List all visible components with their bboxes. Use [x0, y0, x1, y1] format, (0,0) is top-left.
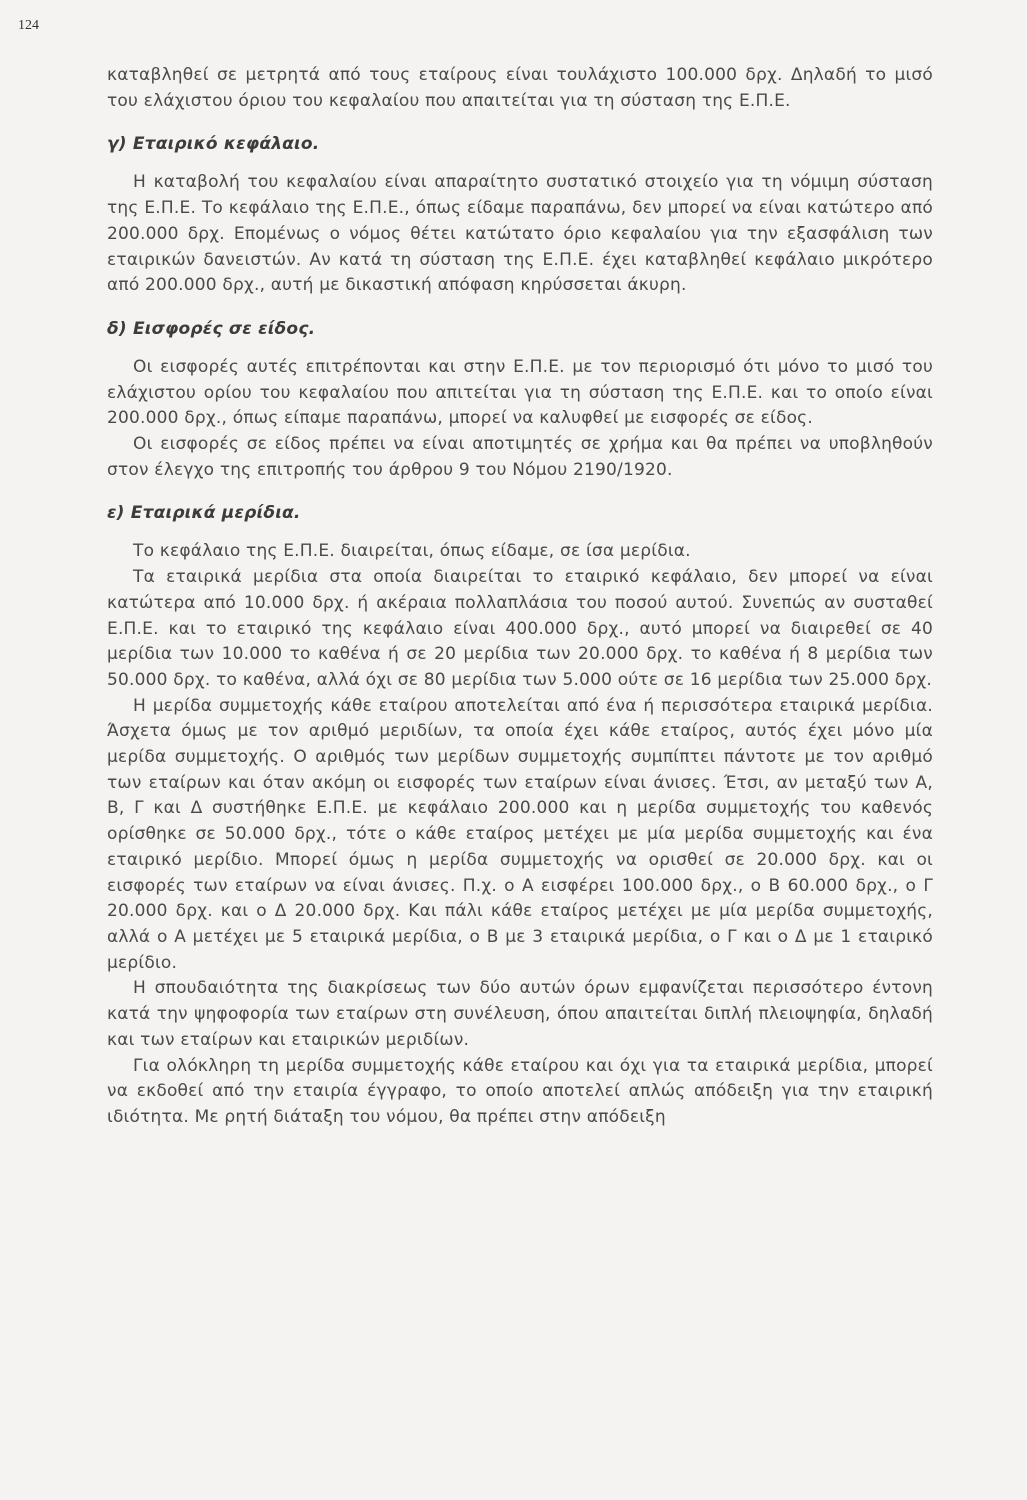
section-heading-contributions: δ) Εισφορές σε είδος. [107, 318, 316, 339]
paragraph: Τα εταιρικά μερίδια στα οποία διαιρείται το εταιρικό κεφάλαιο, δεν μπορεί να είναι κατώτερα από 10.000 δρχ. ή ακέραια πολλαπλάσια του ποσού αυτού. Συνεπώς αν συσταθεί Ε.Π.Ε. και το εταιρικό της κεφάλαιο είναι 400.000 δρχ., αυτό μπορεί να διαιρεθεί σε 40 μερίδια των 10.000 το καθένα ή σε 20 μερίδια των 20.000 δρχ. το καθένα ή 8 μερίδια των 50.000 δρχ. το καθένα, αλλά όχι σε 80 μερίδια των 5.000 ούτε σε 16 μερίδια των 25.000 δρχ. [107, 567, 933, 690]
paragraph: Η μερίδα συμμετοχής κάθε εταίρου αποτελείται από ένα ή περισσότερα εταιρικά μερίδια. Άσχετα όμως με τον αριθμό μεριδίων, τα οποία έχει κάθε εταίρος, αυτός έχει μόνο μία μερίδα συμμετοχής. Ο αριθμός των μερίδων συμμετοχής συμπίπτει πάντοτε με τον αριθμό των εταίρων και όταν ακόμη οι εισφορές των εταίρων είναι άνισες. Έτσι, αν μεταξύ των Α, Β, Γ και Δ συστήθηκε Ε.Π.Ε. με κεφάλαιο 200.000 και η μερίδα συμμετοχής του καθενός ορίσθηκε σε 50.000 δρχ., τότε ο κάθε εταίρος μετέχει με μία μερίδα συμμετοχής και ένα εταιρικό μερίδιο. Μπορεί όμως η μερίδα συμμετοχής να ορισθεί σε 20.000 δρχ. και οι εισφορές των εταίρων να είναι άνισες. Π.χ. ο Α εισφέρει 100.000 δρχ., ο Β 60.000 δρχ., ο Γ 20.000 δρχ. και ο Δ 20.000 δρχ. Και πάλι κάθε εταίρος μετέχει με μία μερίδα συμμετοχής, αλλά ο Α μετέχει με 5 εταιρικά μερίδια, ο Β με 3 εταιρικά μερίδια, ο Γ και ο Δ με 1 εταιρικό μερίδιο. [107, 695, 933, 973]
section-heading-capital: γ) Εταιρικό κεφάλαιο. [107, 134, 320, 155]
paragraph: Για ολόκληρη τη μερίδα συμμετοχής κάθε εταίρου και όχι για τα εταιρικά μερίδια, μπορεί να εκδοθεί από την εταιρία έγγραφο, το οποίο αποτελεί απλώς απόδειξη για την εταιρική ιδιότητα. Με ρητή διάταξη του νόμου, θα πρέπει στην απόδειξη [107, 1055, 933, 1127]
paragraph: Η καταβολή του κεφαλαίου είναι απαραίτητο συστατικό στοιχείο για τη νόμιμη σύσταση της Ε.Π.Ε. Το κεφάλαιο της Ε.Π.Ε., όπως είδαμε παραπάνω, δεν μπορεί να είναι κατώτερο από 200.000 δρχ. Επομένως ο νόμος θέτει κατώτατο όριο κεφαλαίου για την εξασφάλιση των εταιρικών δανειστών. Αν κατά τη σύσταση της Ε.Π.Ε. έχει καταβληθεί κεφάλαιο μικρότερο από 200.000 δρχ., αυτή με δικαστική απόφαση κηρύσσεται άκυρη. [107, 172, 933, 296]
paragraph: Οι εισφορές σε είδος πρέπει να είναι αποτιμητές σε χρήμα και θα πρέπει να υποβληθούν στον έλεγχο της επιτροπής του άρθρου 9 του Νόμου 2190/1920. [107, 434, 933, 480]
page-body [107, 63, 933, 1131]
paragraph: Το κεφάλαιο της Ε.Π.Ε. διαιρείται, όπως είδαμε, σε ίσα μερίδια. [133, 541, 691, 562]
paragraph: Η σπουδαιότητα της διακρίσεως των δύο αυτών όρων εμφανίζεται περισσότερο έντονη κατά την ψηφοφορία των εταίρων στη συνέλευση, όπου απαιτείται διπλή πλειοψηφία, δηλαδή και των εταίρων και εταιρικών μεριδίων. [107, 978, 933, 1050]
section-heading-shares: ε) Εταιρικά μερίδια. [107, 503, 301, 524]
page-number: 124 [18, 18, 39, 33]
intro-paragraph: καταβληθεί σε μετρητά από τους εταίρους είναι τουλάχιστο 100.000 δρχ. Δηλαδή το μισό του ελάχιστου όριου του κεφαλαίου που απαιτείται για τη σύσταση της Ε.Π.Ε. [107, 65, 933, 111]
paragraph: Οι εισφορές αυτές επιτρέπονται και στην Ε.Π.Ε. με τον περιορισμό ότι μόνο το μισό του ελάχιστου ορίου του κεφαλαίου που απιτείται για τη σύσταση της Ε.Π.Ε. και το οποίο είναι 200.000 δρχ., όπως είπαμε παραπάνω, μπορεί να καλυφθεί με εισφορές σε είδος. [107, 356, 933, 429]
